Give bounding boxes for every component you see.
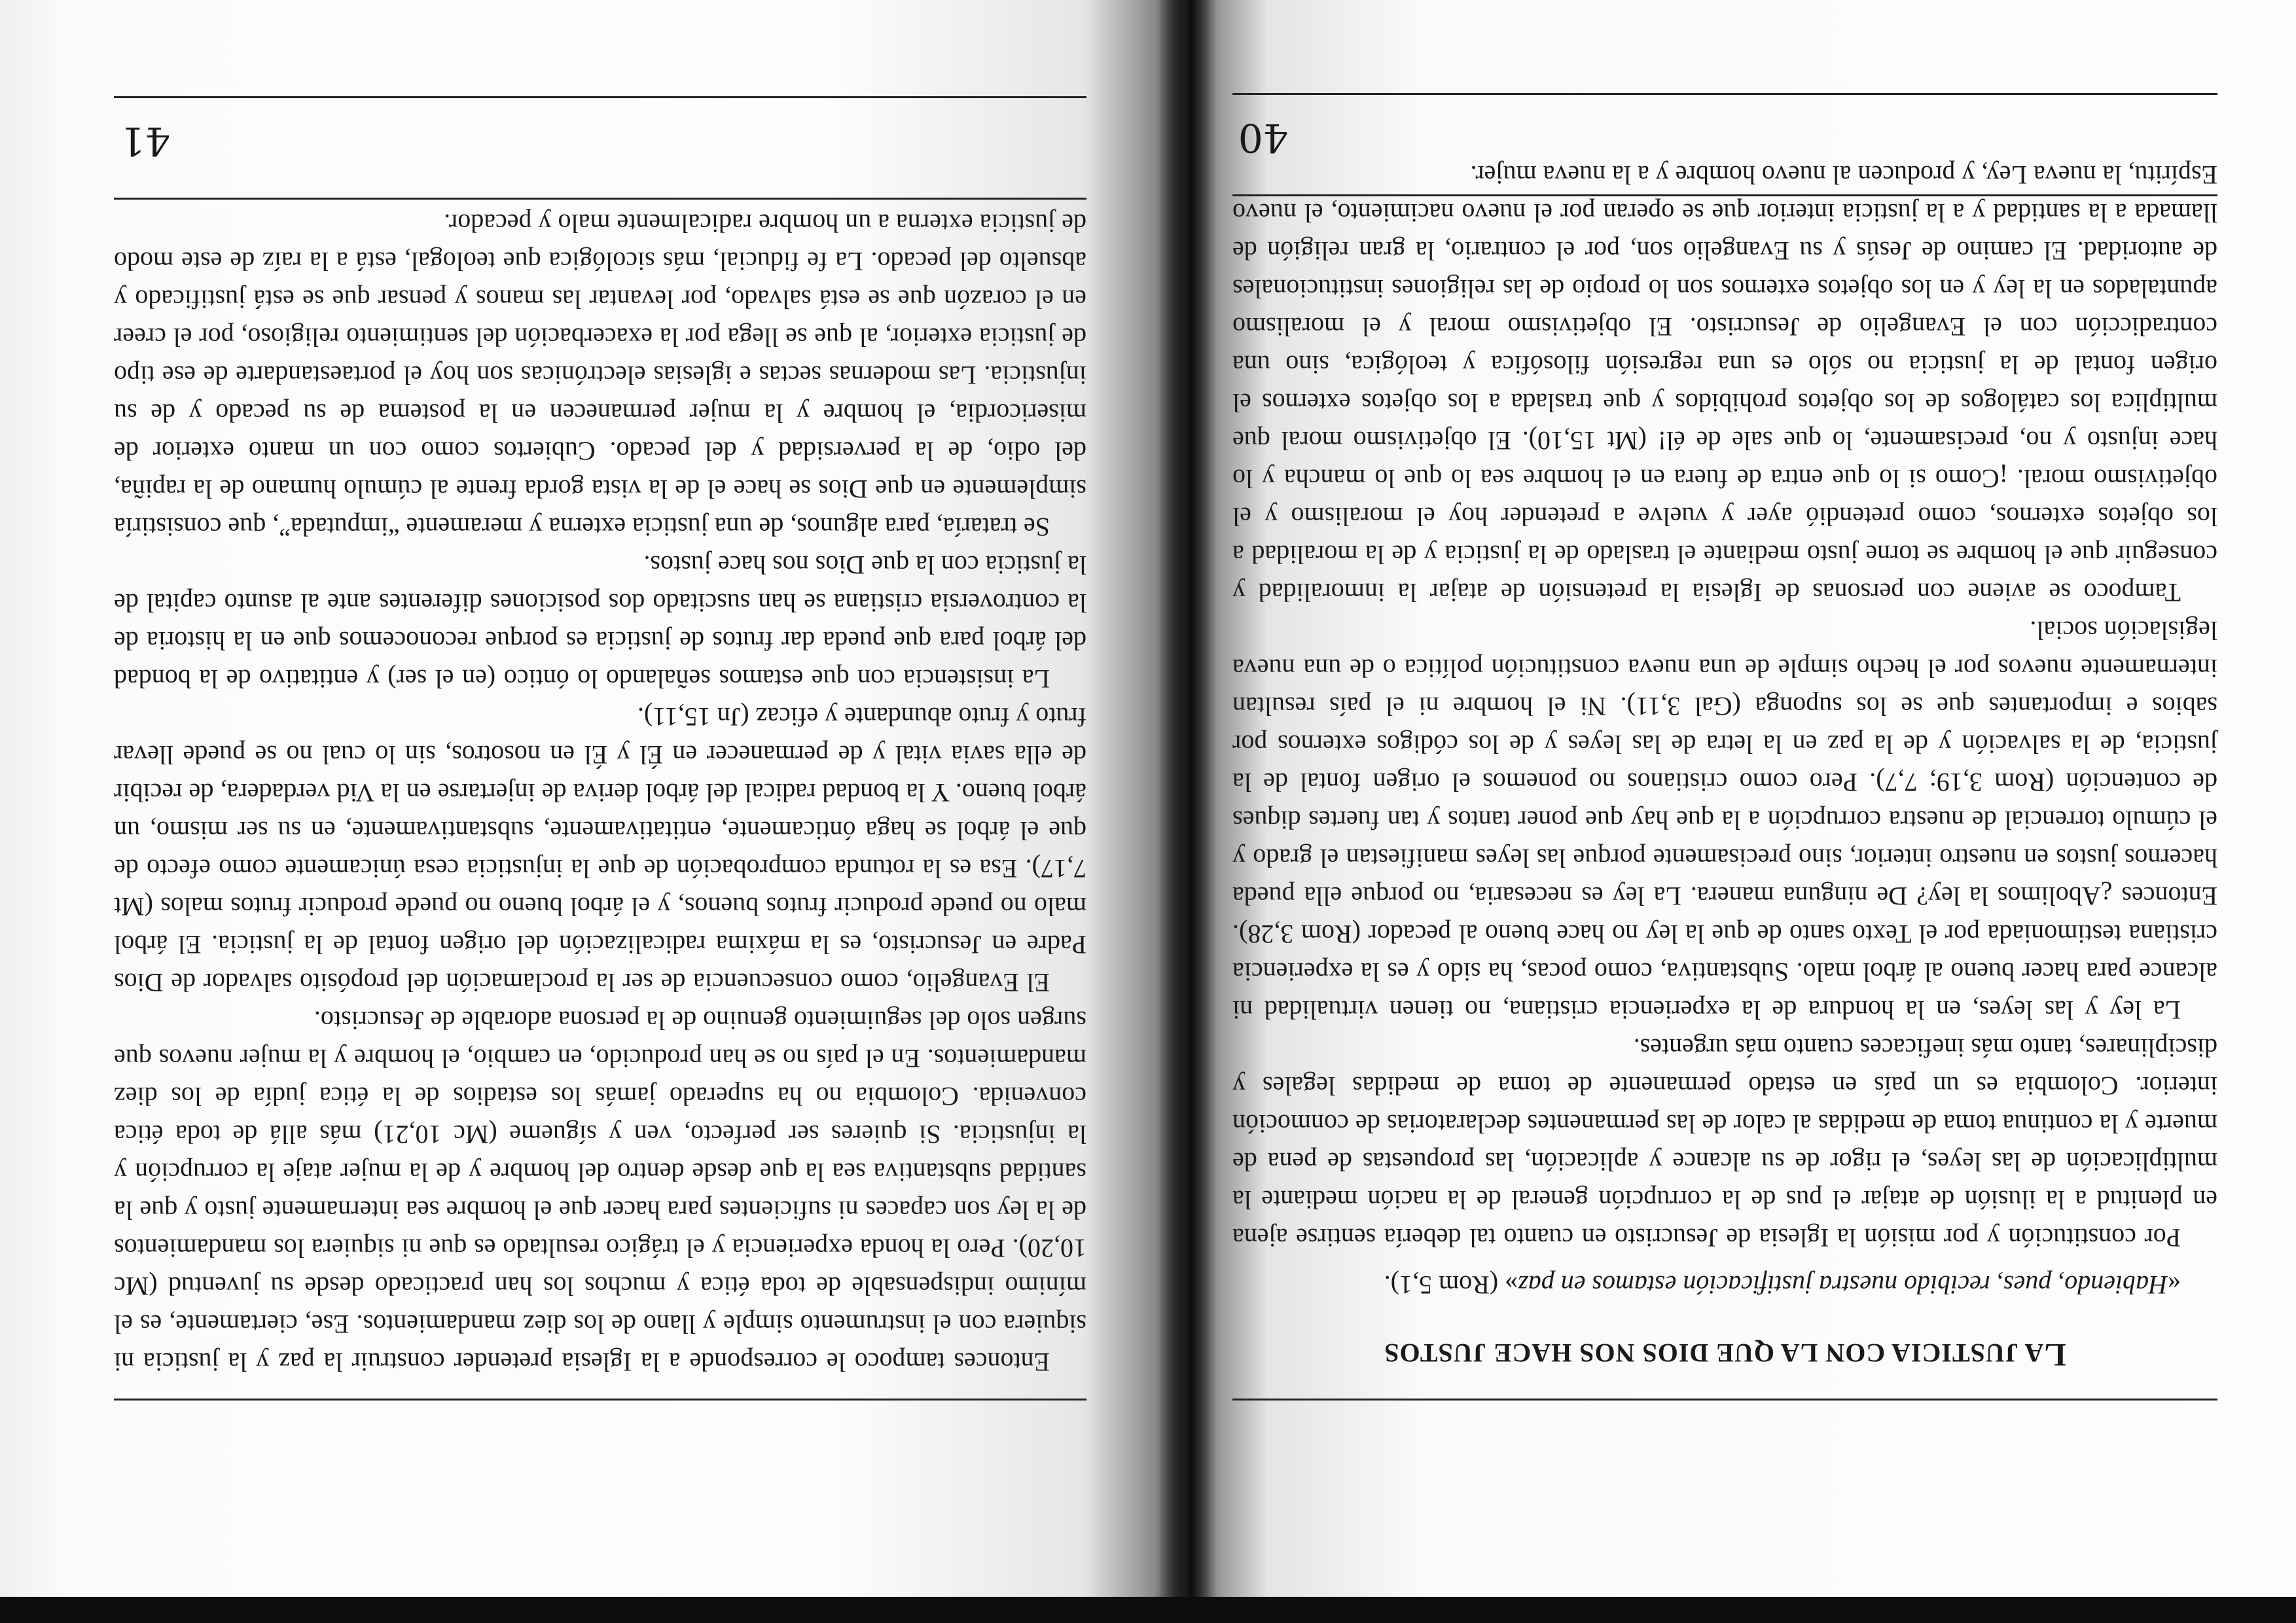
book-binding-gutter: [1158, 0, 1217, 1597]
left-top-rule: [114, 1399, 1086, 1400]
left-paragraph-2: El Evangelio, como consecuencia de ser la proclamación del propósito salvador de Dios Padre en Jesucristo, es la máxima radicalización del origen fontal de la justicia. El árbol malo no puede producir frutos buenos, y el árbol bueno no puede producir frutos malos (Mt 7,17). Esa es la rotunda comprobación de que la injusticia cesa únicamente como efecto de que el árbol se haga ónticamente, entitativamente, substantivamente, en su ser mismo, un árbol bueno. Y la bondad radical del árbol deriva de injertarse en la Vid verdadera, de recibir de ella savia vital y de permanecer en Él y Él en nosotros, sin lo cual no se puede llevar fruto y fruto abundante y eficaz (Jn 15,11).: [114, 702, 1086, 997]
epigraph-reference: » (Rom 5,1).: [1384, 1270, 1518, 1300]
left-page-number: 41: [120, 118, 170, 164]
left-paragraph-4: Se trataría, para algunos, de una justicia externa y meramente “imputada”, que consistiría simplemente en que Dios se hace el de la vista gorda frente al cúmulo humano de la rapiña, del odio, de la perversidad y del pecado. Cubiertos como con un manto exterior de misericordia, el hombre y la mujer permanecen en la postema de su pecado y de su injusticia. Las modernas sectas e iglesias electrónicas son hoy el portaestandarte de ese tipo de justicia exterior, al que se llega por la exacerbación del sentimiento religioso, por el creer en el corazón que se está salvado, por levantar las manos y pensar que se está justificado y absuelto del pecado. La fe fiducial, más sicológica que teologal, está a la raíz de este modo de justicia externa a un hombre radicalmente malo y pecador.: [114, 209, 1086, 542]
right-bottom-rule-lower: [1232, 93, 2217, 95]
right-paragraph-1: Por constitución y por misión la Iglesia de Jesucristo en cuanto tal debería sentirse ajena en plenitud a la ilusión de atajar el pus de la corrupción general de la nación mediante la multiplicación de las leyes, el rigor de su alcance y aplicación, las propuestas de pena de muerte y la continua toma de medidas al calor de las permanentes declaratorias de conmoción interior. Colombia es un país en estado permanente de toma de medidas legales y disciplinares, tanto más ineficaces cuanto más urgentes.: [1232, 1033, 2217, 1253]
right-text-column: [1232, 156, 2217, 1374]
right-paragraph-2: La ley y las leyes, en la hondura de la experiencia cristiana, no tienen virtualidad ni alcance para hacer bueno al árbol malo. Substantiva, como pocas, ha sido y es la experiencia cristiana testimoniada por el Texto santo de que la ley no hace bueno al pecador (Rom 3,28). Entonces ¿Abolimos la ley? De ninguna manera. La ley es necesaria, no porque ella pueda hacernos justos en nuestro interior, sino precisamente porque las leyes manifiestan el grado y el cúmulo torrencial de nuestra corrupción a la que hay que poner tantos y tan fuertes diques de contención (Rom 3,19; 7,7). Pero como cristianos no ponemos el origen fontal de la justicia, de la salvación y de la paz en la letra de las leyes y de los códigos externos por sabios e importantes que se los suponga (Gal 3,11). Ni el hombre ni el país resultan internamente nuevos por el hecho simple de una nueva constitución política o de una nueva legislación social.: [1232, 616, 2217, 1025]
left-bottom-rule-upper: [114, 198, 1086, 200]
left-paragraph-3: La insistencia con que estamos señalando lo óntico (en el ser) y entitativo de la bondad del árbol para que pueda dar frutos de justicia es porque reconocemos que en la historia de la controversia cristiana se han suscitado dos posiciones diferentes ante al asunto capital de la justicia con la que Dios nos hace justos.: [114, 550, 1086, 694]
right-page-content: [1178, 0, 2296, 1597]
chapter-title-rest: A JUSTICIA CON LA QUE DIOS NOS HACE JUSTOS: [1384, 1338, 2044, 1368]
right-bottom-rule-upper: [1232, 194, 2217, 196]
right-page: [1178, 0, 2296, 1597]
left-text-column: [114, 204, 1086, 1381]
right-page-number: 40: [1238, 115, 1288, 160]
left-paragraph-1: Entonces tampoco le corresponde a la Iglesia pretender construir la paz y la justicia ni siquiera con el instrumento simple y llano de los diez mandamientos. Ese, ciertamente, es el mínimo indispensable de toda ética y muchos los han practicado desde su juventud (Mc 10,20). Pero la honda experiencia y el trágico resultado es que ni siquiera los mandamientos de la ley son capaces ni suficientes para hacer que el hombre sea internamente justo y que la santidad substantiva sea la que desde dentro del hombre y de la mujer ataje la corrupción y la injusticia. Si quieres ser perfecto, ven y sígueme (Mc 10,21) más allá de toda ética convenida. Colombia no ha superado jamás los estadios de la ética judía de los diez mandamientos. En el país no se han producido, en cambio, el hombre y la mujer nuevos que surgen solo del seguimiento genuino de la persona adorable de Jesucristo.: [114, 1006, 1086, 1377]
left-bottom-rule-lower: [114, 96, 1086, 98]
chapter-title: [1232, 1336, 2217, 1374]
scanner-edge: [0, 1597, 2296, 1623]
right-top-rule: [1232, 1399, 2217, 1400]
epigraph-open-quote: «: [2168, 1270, 2181, 1300]
epigraph-text: Habiendo, pues, recibido nuestra justificación estamos en paz: [1518, 1270, 2168, 1300]
epigraph: [1232, 1266, 2217, 1304]
right-paragraph-3: Tampoco se aviene con personas de Iglesia la pretensión de atajar la inmoralidad y conseguir que el hombre se torne justo mediante el traslado de la justicia y de la moralidad a los objetos externos, como pretendió ayer y vuelve a pretender hoy el moralismo y el objetivismo moral. ¡Como si lo que entra de fuera en el hombre sea lo que lo mancha y lo hace injusto y no, precisamente, lo que sale de él! (Mt 15,10). El objetivismo moral que multiplica los catálogos de los objetos prohibidos y que traslada a los objetos externos el origen fontal de la justicia no sólo es una regresión filosófica y teológica, sino una contradicción con el Evangelio de Jesucristo. El objetivismo moral y el moralismo apuntalados en la ley y en los objetos externos son lo propio de las religiones institucionales de autoridad. El camino de Jesús y su Evangelio son, por el contrario, la gran religión de llamada a la santidad y a la justicia interior que se operan por el nuevo nacimiento, el nuevo Espíritu, la nueva Ley, y producen al nuevo hombre y a la nueva mujer.: [1232, 160, 2217, 607]
chapter-title-initial: L: [2043, 1337, 2066, 1374]
